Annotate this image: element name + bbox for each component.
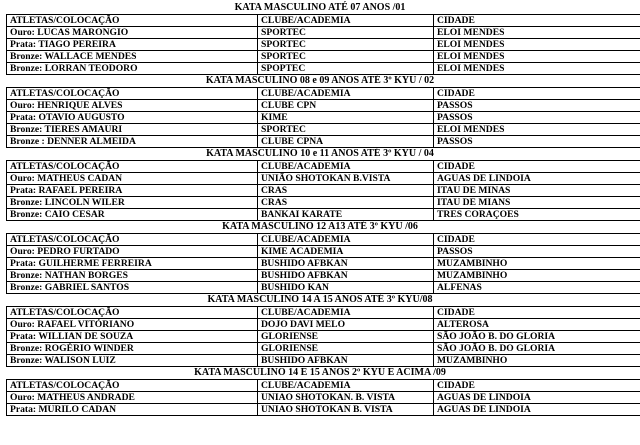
table-row xyxy=(7,319,640,331)
athlete-cell: Prata: RAFAEL PEREIRA xyxy=(7,185,258,197)
table-row xyxy=(7,27,640,39)
results-sheet xyxy=(6,2,634,416)
table-row xyxy=(7,258,640,270)
city-header: CIDADE xyxy=(434,15,640,27)
section-title: KATA MASCULINO 14 A 15 ANOS ATÉ 3º KYU/08 xyxy=(207,294,433,305)
athlete-cell: Bronze: LINCOLN WILER xyxy=(7,197,258,209)
athlete-cell: Ouro: HENRIQUE ALVES xyxy=(7,100,258,112)
athlete-cell: Prata: MURILO CADAN xyxy=(7,404,258,416)
athlete-header: ATLETAS/COLOCAÇÃO xyxy=(7,307,258,319)
city-cell: ELOI MENDES xyxy=(434,27,640,39)
athlete-cell: Bronze : DENNER ALMEIDA xyxy=(7,136,258,148)
table-row xyxy=(7,404,640,416)
club-cell: BUSHIDO AFBKAN xyxy=(258,258,434,270)
table-header-row xyxy=(7,88,640,100)
club-header: CLUBE/ACADEMIA xyxy=(258,161,434,173)
club-cell: SPOPTEC xyxy=(258,63,434,75)
section-title: KATA MASCULINO ATÉ 07 ANOS /01 xyxy=(234,2,406,13)
athlete-cell: Prata: GUILHERME FERREIRA xyxy=(7,258,258,270)
club-header: CLUBE/ACADEMIA xyxy=(258,88,434,100)
results-table xyxy=(6,379,640,416)
club-cell: BUSHIDO KAN xyxy=(258,282,434,294)
city-cell: MUZAMBINHO xyxy=(434,270,640,282)
athlete-cell: Bronze: GABRIEL SANTOS xyxy=(7,282,258,294)
city-cell: ELOI MENDES xyxy=(434,51,640,63)
table-row xyxy=(7,63,640,75)
city-cell: ELOI MENDES xyxy=(434,63,640,75)
club-cell: DOJO DAVI MELO xyxy=(258,319,434,331)
city-header: CIDADE xyxy=(434,307,640,319)
club-cell: UNIAO SHOTOKAN B. VISTA xyxy=(258,404,434,416)
athlete-header: ATLETAS/COLOCAÇÃO xyxy=(7,88,258,100)
table-header-row xyxy=(7,307,640,319)
athlete-cell: Prata: WILLIAN DE SOUZA xyxy=(7,331,258,343)
athlete-cell: Bronze: CAIO CESAR xyxy=(7,209,258,221)
club-cell: KIME xyxy=(258,112,434,124)
club-cell: UNIAO SHOTOKAN. B. VISTA xyxy=(258,392,434,404)
city-cell: AGUAS DE LINDOIA xyxy=(434,404,640,416)
club-cell: CLUBE CPNA xyxy=(258,136,434,148)
results-table xyxy=(6,233,640,294)
athlete-cell: Bronze: LORRAN TEODORO xyxy=(7,63,258,75)
athlete-cell: Ouro: PEDRO FURTADO xyxy=(7,246,258,258)
table-row xyxy=(7,355,640,367)
city-cell: ELOI MENDES xyxy=(434,39,640,51)
table-header-row xyxy=(7,234,640,246)
table-row xyxy=(7,197,640,209)
club-cell: GLORIENSE xyxy=(258,331,434,343)
city-cell: PASSOS xyxy=(434,112,640,124)
results-table xyxy=(6,306,640,367)
section-title: KATA MASCULINO 14 E 15 ANOS 2º KYU E ACIMA /09 xyxy=(194,367,446,378)
results-table xyxy=(6,87,640,148)
table-row xyxy=(7,39,640,51)
city-cell: ALFENAS xyxy=(434,282,640,294)
athlete-header: ATLETAS/COLOCAÇÃO xyxy=(7,234,258,246)
section-title: KATA MASCULINO 08 e 09 ANOS ATÉ 3º KYU / 02 xyxy=(205,75,435,86)
table-row xyxy=(7,246,640,258)
club-cell: BUSHIDO AFBKAN xyxy=(258,355,434,367)
table-row xyxy=(7,331,640,343)
table-row xyxy=(7,282,640,294)
athlete-cell: Ouro: RAFAEL VITÓRIANO xyxy=(7,319,258,331)
club-cell: SPORTEC xyxy=(258,27,434,39)
city-cell: AGUAS DE LINDOIA xyxy=(434,392,640,404)
section-title: KATA MASCULINO 12 A13 ATÉ 3º KYU /06 xyxy=(222,221,418,232)
club-cell: SPORTEC xyxy=(258,124,434,136)
club-cell: BUSHIDO AFBKAN xyxy=(258,270,434,282)
athlete-cell: Bronze: TIERES AMAURI xyxy=(7,124,258,136)
city-header: CIDADE xyxy=(434,88,640,100)
city-cell: AGUAS DE LINDOIA xyxy=(434,173,640,185)
city-cell: ALTEROSA xyxy=(434,319,640,331)
athlete-cell: Bronze: ROGÉRIO WINDER xyxy=(7,343,258,355)
athlete-header: ATLETAS/COLOCAÇÃO xyxy=(7,380,258,392)
city-cell: MUZAMBINHO xyxy=(434,258,640,270)
city-header: CIDADE xyxy=(434,234,640,246)
table-row xyxy=(7,173,640,185)
table-row xyxy=(7,270,640,282)
club-cell: KIME ACADEMIA xyxy=(258,246,434,258)
city-header: CIDADE xyxy=(434,380,640,392)
athlete-cell: Ouro: MATHEUS CADAN xyxy=(7,173,258,185)
club-header: CLUBE/ACADEMIA xyxy=(258,15,434,27)
table-row xyxy=(7,124,640,136)
athlete-cell: Prata: TIAGO PEREIRA xyxy=(7,39,258,51)
club-cell: CRAS xyxy=(258,197,434,209)
athlete-cell: Ouro: MATHEUS ANDRADE xyxy=(7,392,258,404)
city-cell: MUZAMBINHO xyxy=(434,355,640,367)
club-cell: CLUBE CPN xyxy=(258,100,434,112)
table-row xyxy=(7,343,640,355)
athlete-cell: Bronze: WALISON LUIZ xyxy=(7,355,258,367)
athlete-header: ATLETAS/COLOCAÇÃO xyxy=(7,15,258,27)
club-cell: CRAS xyxy=(258,185,434,197)
city-cell: TRES CORAÇOES xyxy=(434,209,640,221)
table-header-row xyxy=(7,15,640,27)
athlete-cell: Bronze: NATHAN BORGES xyxy=(7,270,258,282)
club-cell: BANKAI KARATE xyxy=(258,209,434,221)
athlete-header: ATLETAS/COLOCAÇÃO xyxy=(7,161,258,173)
table-row xyxy=(7,112,640,124)
table-row xyxy=(7,392,640,404)
city-header: CIDADE xyxy=(434,161,640,173)
table-header-row xyxy=(7,161,640,173)
table-row xyxy=(7,209,640,221)
city-cell: PASSOS xyxy=(434,136,640,148)
results-table xyxy=(6,14,640,75)
city-cell: SÃO JOÃO B. DO GLORIA xyxy=(434,331,640,343)
results-table xyxy=(6,160,640,221)
club-cell: SPORTEC xyxy=(258,39,434,51)
club-header: CLUBE/ACADEMIA xyxy=(258,307,434,319)
club-cell: SPORTEC xyxy=(258,51,434,63)
city-cell: ITAU DE MIANS xyxy=(434,197,640,209)
table-header-row xyxy=(7,380,640,392)
table-row xyxy=(7,185,640,197)
athlete-cell: Ouro: LUCAS MARONGIO xyxy=(7,27,258,39)
city-cell: PASSOS xyxy=(434,246,640,258)
club-cell: GLORIENSE xyxy=(258,343,434,355)
table-row xyxy=(7,51,640,63)
athlete-cell: Prata: OTAVIO AUGUSTO xyxy=(7,112,258,124)
table-row xyxy=(7,100,640,112)
city-cell: PASSOS xyxy=(434,100,640,112)
table-row xyxy=(7,136,640,148)
section-title: KATA MASCULINO 10 e 11 ANOS ATÉ 3º KYU / 04 xyxy=(206,148,434,159)
athlete-cell: Bronze: WALLACE MENDES xyxy=(7,51,258,63)
club-header: CLUBE/ACADEMIA xyxy=(258,380,434,392)
club-header: CLUBE/ACADEMIA xyxy=(258,234,434,246)
city-cell: ELOI MENDES xyxy=(434,124,640,136)
city-cell: SÃO JOÃO B. DO GLORIA xyxy=(434,343,640,355)
club-cell: UNIÃO SHOTOKAN B.VISTA xyxy=(258,173,434,185)
city-cell: ITAU DE MINAS xyxy=(434,185,640,197)
